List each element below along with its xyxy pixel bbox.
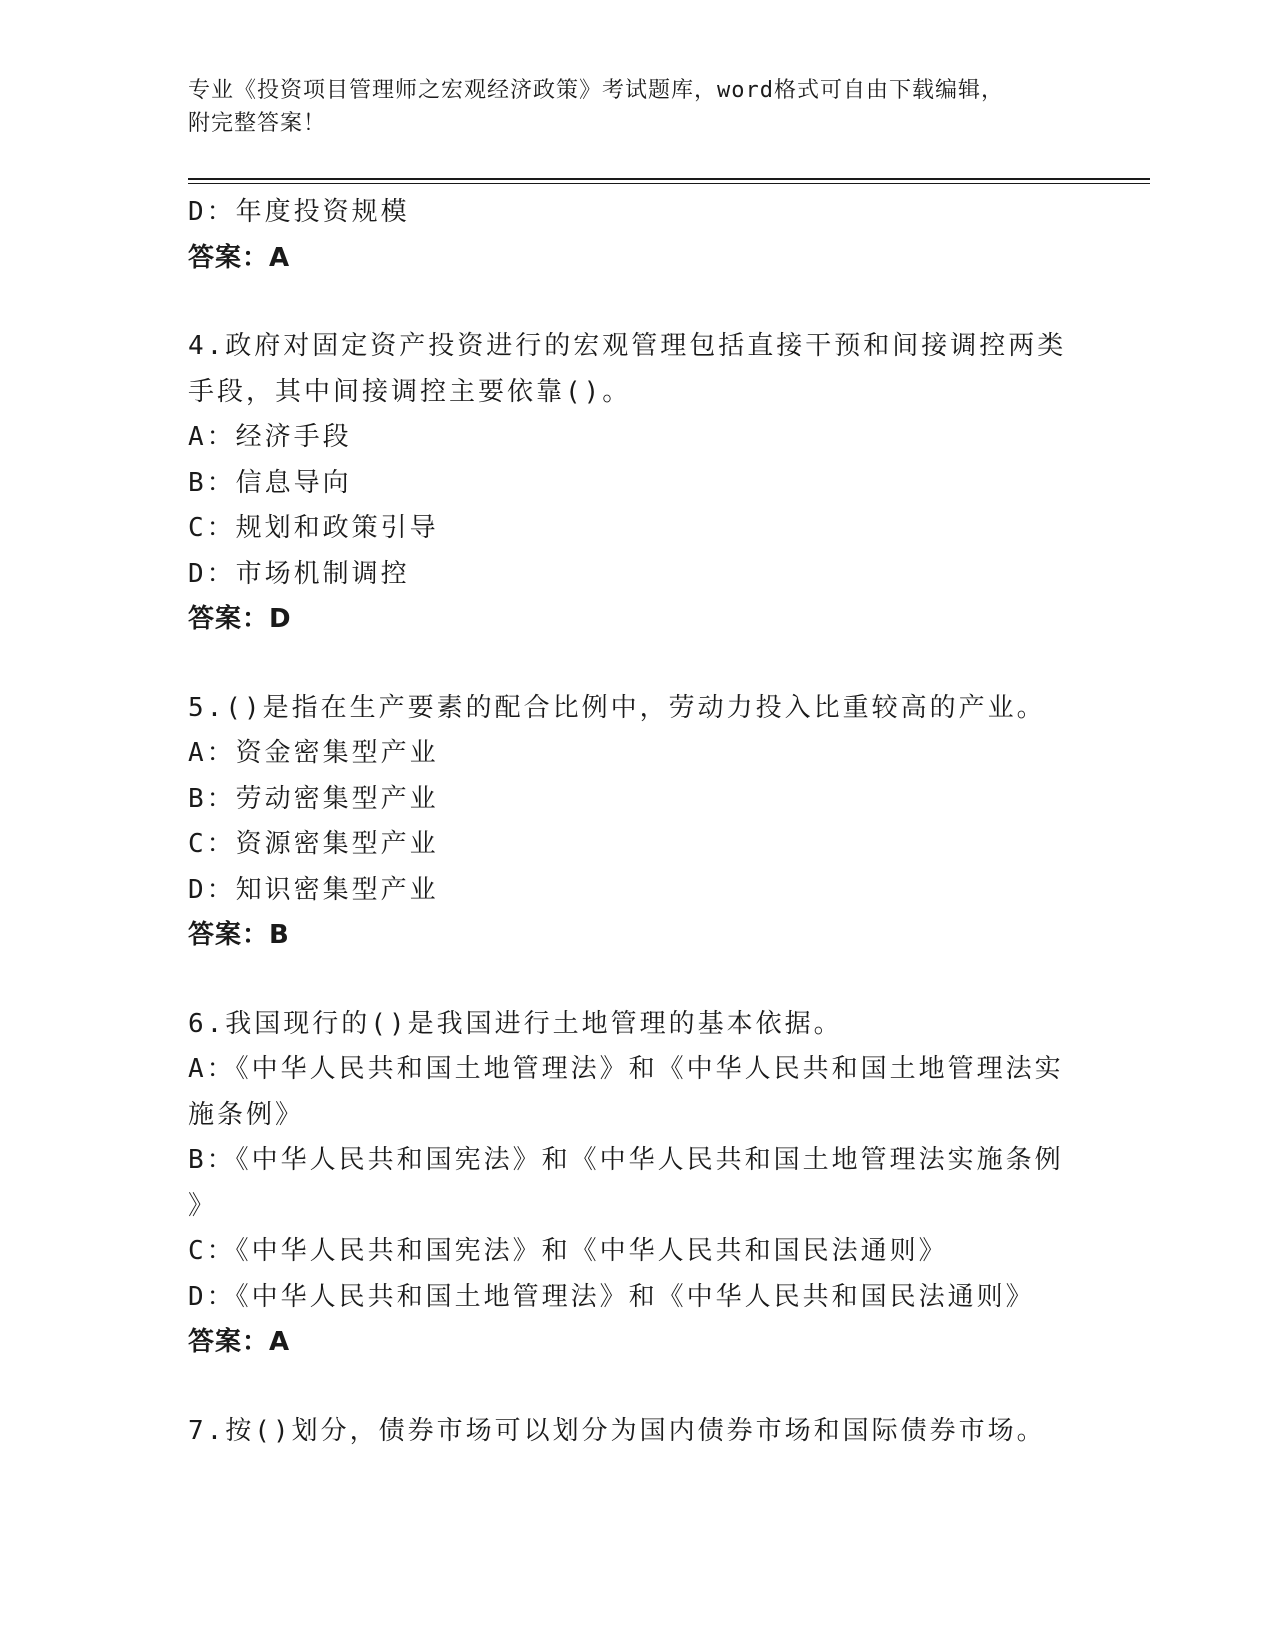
question-stem: 6.我国现行的()是我国进行土地管理的基本依据。 — [188, 1008, 843, 1039]
option-a: A：《中华人民共和国土地管理法》和《中华人民共和国土地管理法实 — [188, 1054, 1064, 1084]
option-a: A：经济手段 — [188, 422, 352, 452]
option-a: A：资金密集型产业 — [188, 738, 439, 768]
question-4 — [188, 324, 1088, 643]
spacer — [188, 959, 1088, 1002]
question-5 — [188, 686, 1088, 959]
option-a-cont: 施条例》 — [188, 1099, 305, 1130]
header-rule-thin — [188, 183, 1150, 184]
option-c: C：《中华人民共和国宪法》和《中华人民共和国民法通则》 — [188, 1236, 948, 1266]
spacer — [188, 281, 1088, 324]
question-6 — [188, 1002, 1088, 1366]
question-list — [188, 190, 1088, 1454]
option-b: B：信息导向 — [188, 467, 352, 498]
answer: 答案：A — [188, 1327, 291, 1357]
header-line-2: 附完整答案！ — [188, 111, 327, 136]
option-b-cont: 》 — [188, 1190, 218, 1221]
question-stem: 5.()是指在生产要素的配合比例中，劳动力投入比重较高的产业。 — [188, 692, 1046, 723]
option-d: D：知识密集型产业 — [188, 874, 439, 905]
question-7 — [188, 1409, 1088, 1455]
header-line-1: 专业《投资项目管理师之宏观经济政策》考试题库，word格式可自由下载编辑， — [188, 78, 1004, 103]
page-header — [188, 74, 1068, 140]
spacer — [188, 1366, 1088, 1409]
question-stem-cont: 手段，其中间接调控主要依靠()。 — [188, 376, 632, 407]
answer: 答案：A — [188, 242, 291, 273]
spacer — [188, 643, 1088, 686]
option-d: D：市场机制调控 — [188, 558, 410, 589]
question-3 — [188, 190, 1088, 281]
question-stem: 7.按()划分，债券市场可以划分为国内债券市场和国际债券市场。 — [188, 1415, 1046, 1446]
answer: 答案：D — [188, 604, 292, 634]
question-stem: 4.政府对固定资产投资进行的宏观管理包括直接干预和间接调控两类 — [188, 331, 1067, 361]
option-d: D：年度投资规模 — [188, 197, 410, 227]
option-b: B：《中华人民共和国宪法》和《中华人民共和国土地管理法实施条例 — [188, 1145, 1064, 1175]
header-rule-thick — [188, 178, 1150, 180]
option-d: D：《中华人民共和国土地管理法》和《中华人民共和国民法通则》 — [188, 1281, 1035, 1312]
option-b: B：劳动密集型产业 — [188, 783, 439, 814]
answer: 答案：B — [188, 920, 290, 950]
option-c: C：资源密集型产业 — [188, 829, 439, 859]
option-c: C：规划和政策引导 — [188, 513, 439, 543]
